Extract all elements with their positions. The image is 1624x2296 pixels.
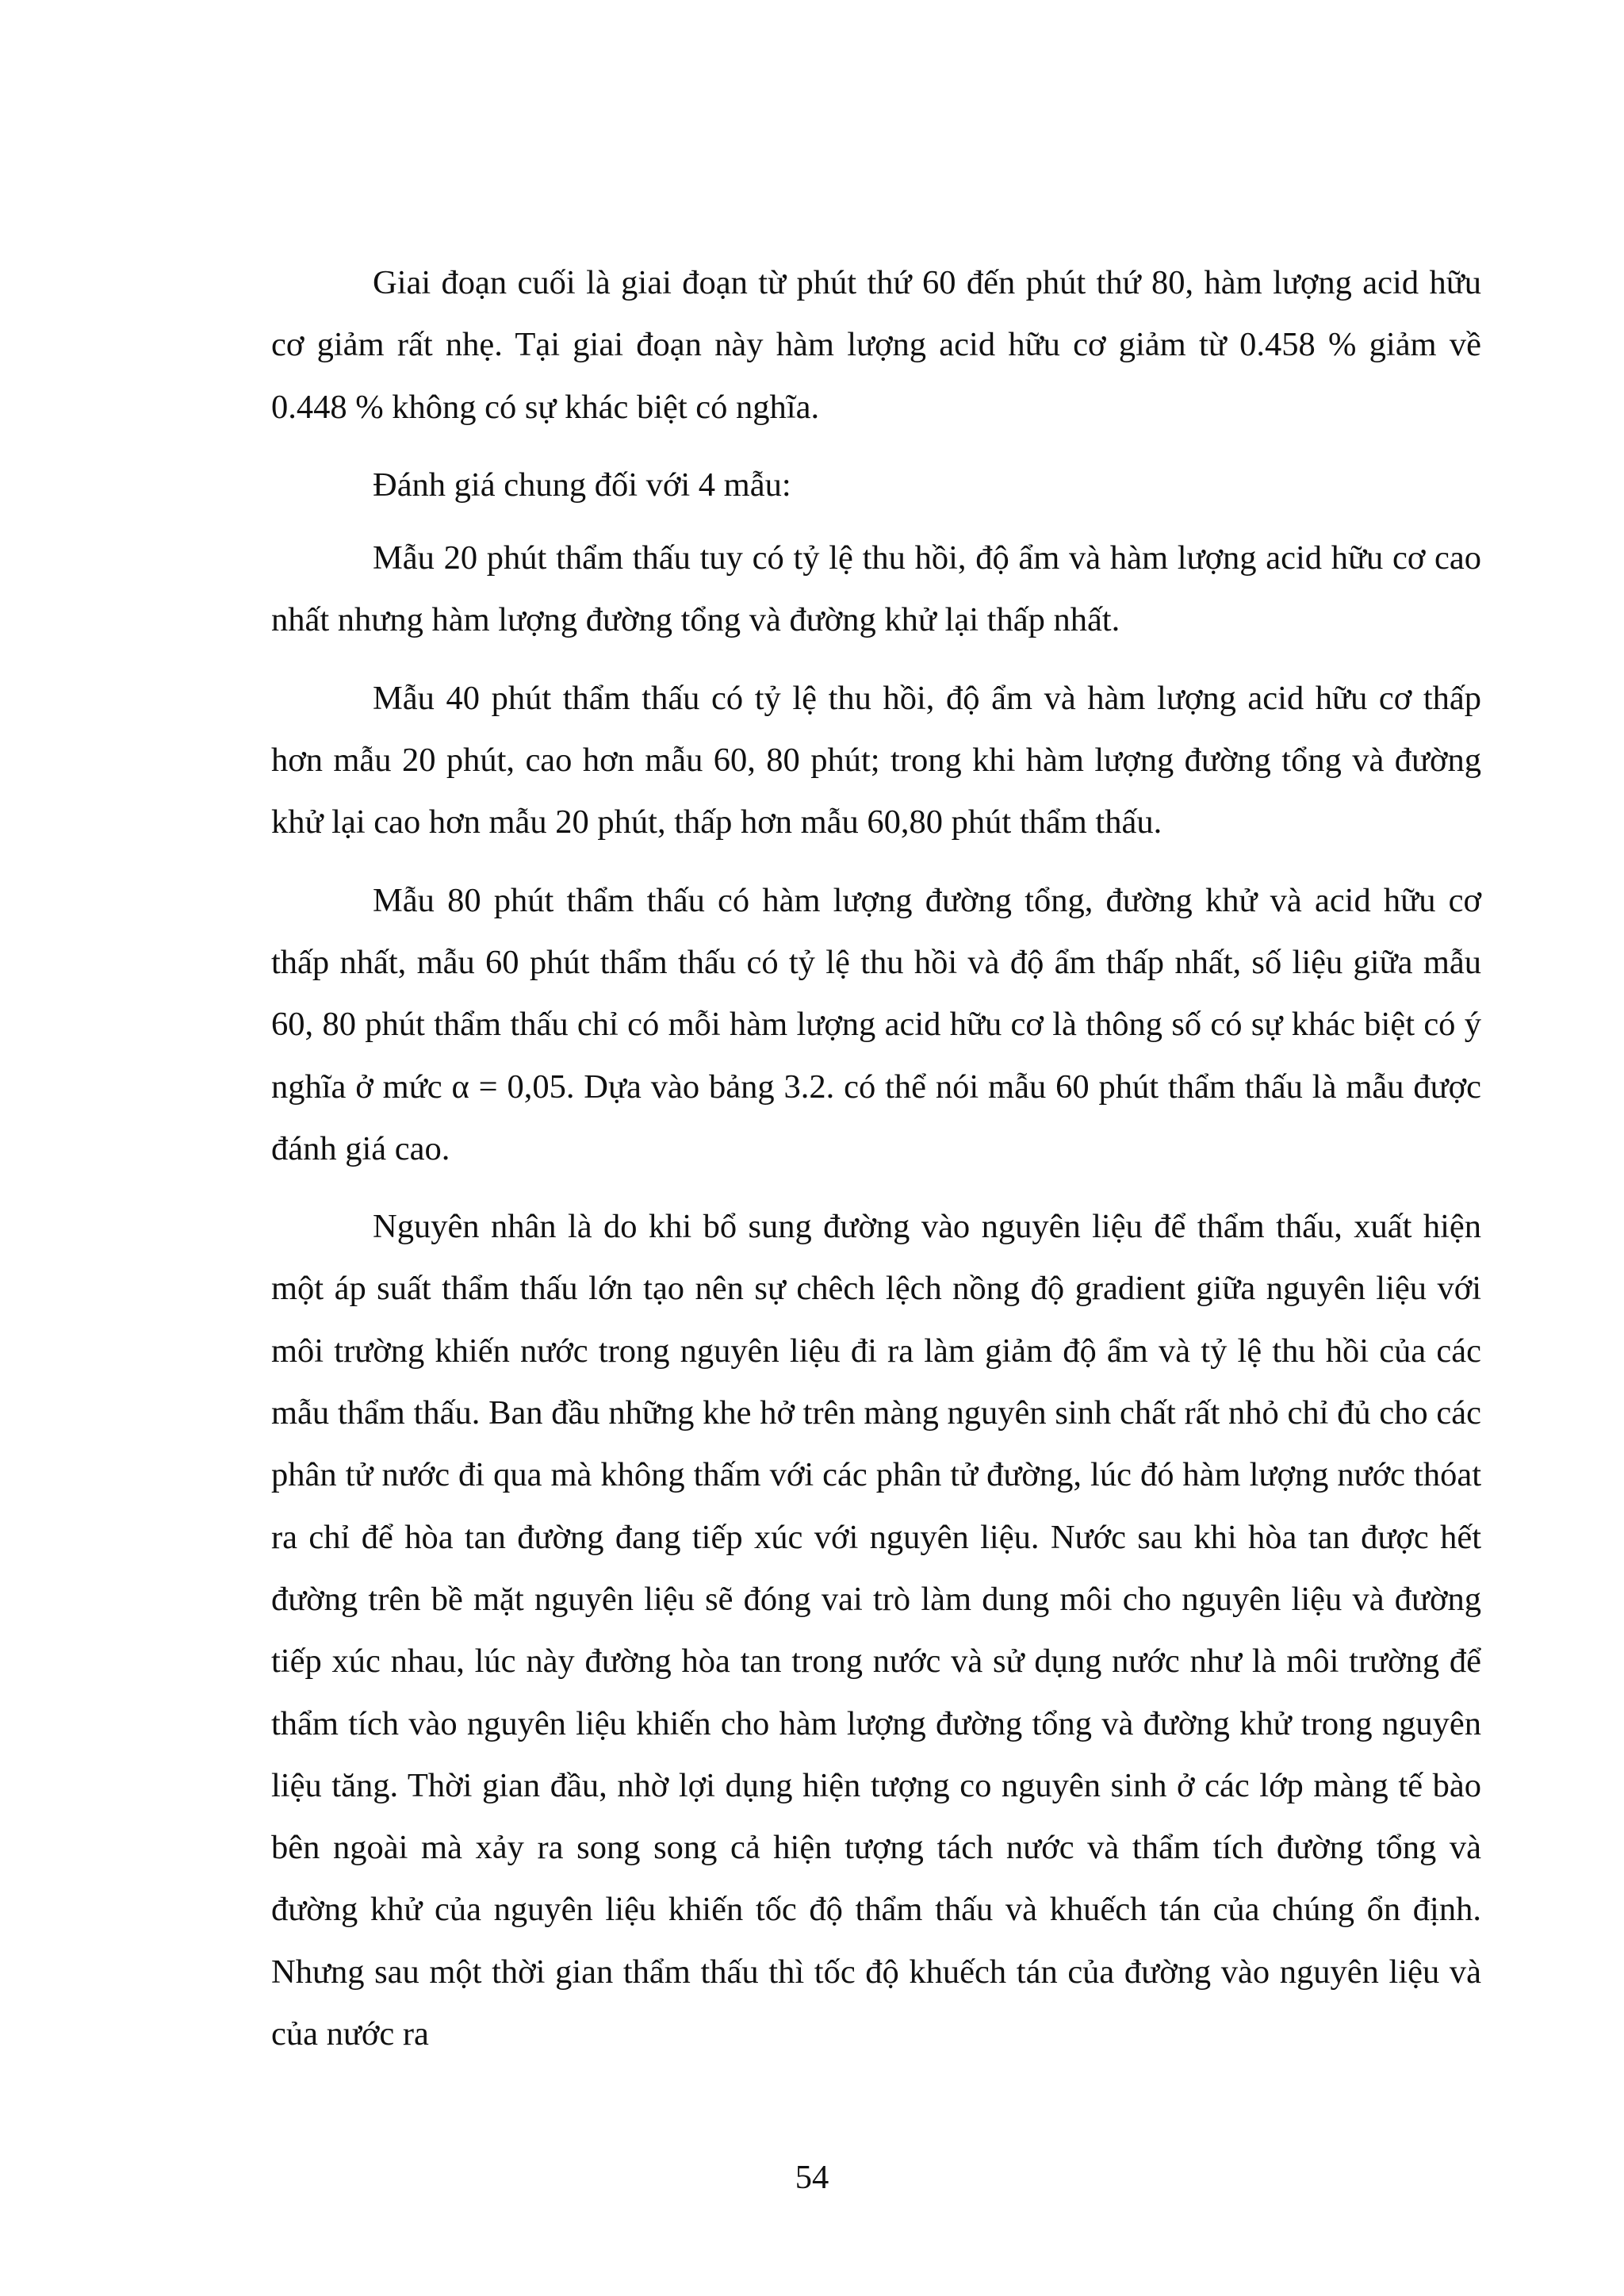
page-number: 54 <box>795 2159 829 2196</box>
paragraph-explanation: Nguyên nhân là do khi bổ sung đường vào nguyên liệu để thẩm thấu, xuất hiện một áp suất thẩm thấu lớn tạo nên sự chêch lệch nồng độ gradient giữa nguyên liệu với môi trường khiến nước trong nguyên liệu đi ra làm giảm độ ẩm và tỷ lệ thu hồi của các mẫu thẩm thấu. Ban đầu những khe hở trên màng nguyên sinh chất rất nhỏ chỉ đủ cho các phân tử nước đi qua mà không thấm với các phân tử đường, lúc đó hàm lượng nước thóat ra chỉ để hòa tan đường đang tiếp xúc với nguyên liệu. Nước sau khi hòa tan được hết đường trên bề mặt nguyên liệu sẽ đóng vai trò làm dung môi cho nguyên liệu và đường tiếp xúc nhau, lúc này đường hòa tan trong nước và sử dụng nước như là môi trường để thẩm tích vào nguyên liệu khiến cho hàm lượng đường tổng và đường khử trong nguyên liệu tăng. Thời gian đầu, nhờ lợi dụng hiện tượng co nguyên sinh ở các lớp màng tế bào bên ngoài mà xảy ra song song cả hiện tượng tách nước và thẩm tích đường tổng và đường khử của nguyên liệu khiến tốc độ thẩm thấu và khuếch tán của chúng ổn định. Nhưng sau một thời gian thẩm thấu thì tốc độ khuếch tán của đường vào nguyên liệu và của nước ra <box>271 1208 1481 2053</box>
paragraph-sample-80: Mẫu 80 phút thẩm thấu có hàm lượng đường tổng, đường khử và acid hữu cơ thấp nhất, mẫu 60 phút thẩm thấu có tỷ lệ thu hồi và độ ẩm thấp nhất, số liệu giữa mẫu 60, 80 phút thẩm thấu chỉ có mỗi hàm lượng acid hữu cơ là thông số có sự khác biệt có ý nghĩa ở mức α = 0,05. Dựa vào bảng 3.2. có thể nói mẫu 60 phút thẩm thấu là mẫu được đánh giá cao. <box>271 881 1481 1167</box>
paragraph-overall-heading: Đánh giá chung đối với 4 mẫu: <box>373 466 791 504</box>
paragraph-sample-40: Mẫu 40 phút thẩm thấu có tỷ lệ thu hồi, độ ẩm và hàm lượng acid hữu cơ thấp hơn mẫu 20 phút, cao hơn mẫu 60, 80 phút; trong khi hàm lượng đường tổng và đường khử lại cao hơn mẫu 20 phút, thấp hơn mẫu 60,80 phút thẩm thấu. <box>271 679 1481 841</box>
paragraph-final-stage: Giai đoạn cuối là giai đoạn từ phút thứ 60 đến phút thứ 80, hàm lượng acid hữu cơ giảm rất nhẹ. Tại giai đoạn này hàm lượng acid hữu cơ giảm từ 0.458 % giảm về 0.448 % không có sự khác biệt có nghĩa. <box>271 264 1481 426</box>
page-body <box>271 252 1481 2081</box>
paragraph-sample-20: Mẫu 20 phút thẩm thấu tuy có tỷ lệ thu hồi, độ ẩm và hàm lượng acid hữu cơ cao nhất nhưng hàm lượng đường tổng và đường khử lại thấp nhất. <box>271 539 1481 639</box>
